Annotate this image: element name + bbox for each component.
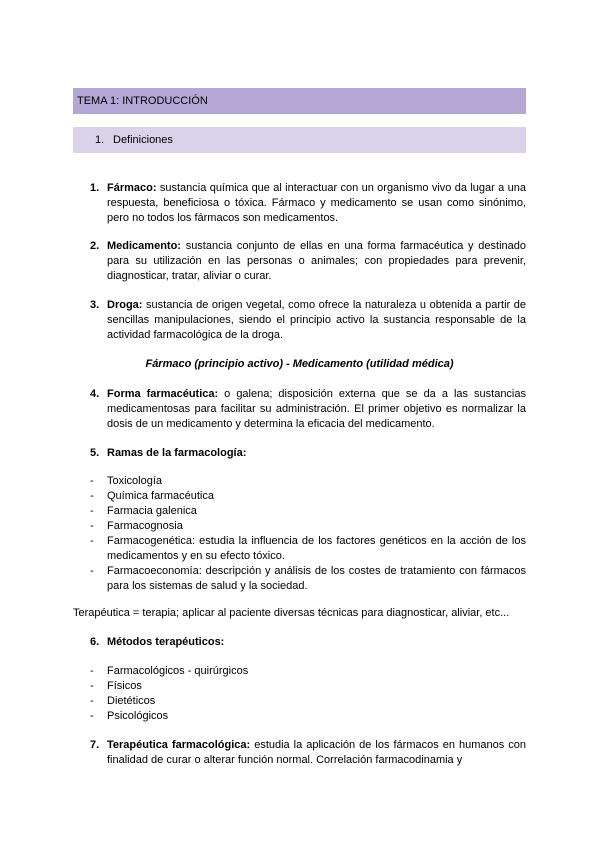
metodos-list [73, 664, 526, 724]
item-number: 6. [90, 636, 100, 648]
item-term: Terapéutica farmacológica: [107, 739, 251, 751]
item-term: Medicamento: [107, 240, 181, 252]
list-item: - Farmacológicos - quirúrgicos [90, 665, 249, 677]
item-number: 5. [90, 447, 100, 459]
chapter-title-band [73, 88, 526, 114]
definition-item-2 [73, 239, 526, 284]
list-item: - Físicos [90, 680, 142, 692]
definition-item-5 [73, 446, 526, 461]
item-text: sustancia conjunto de ellas en una forma farmacéutica y destinado para su utilización en las personas o animales; con propiedades para prevenir, diagnosticar, tratar, aliviar o curar. [107, 240, 526, 282]
center-emphasis-line: Fármaco (principio activo) - Medicamento (utilidad médica) [145, 358, 454, 370]
list-item: - Farmacoeconomía: descripción y análisis de los costes de tratamiento con fármacos para los sistemas de salud y la sociedad. [90, 565, 526, 592]
list-item: - Química farmacéutica [90, 490, 214, 502]
item-text: estudia la aplicación de los fármacos en humanos con finalidad de curar o alterar función normal. Correlación farmacodinamia y [107, 739, 526, 766]
terapeutica-line: Terapéutica = terapia; aplicar al paciente diversas técnicas para diagnosticar, aliviar, etc... [73, 607, 510, 619]
item-term: Forma farmacéutica: [107, 388, 219, 400]
list-item: - Psicológicos [90, 710, 169, 722]
item-term: Droga: [107, 299, 143, 311]
definition-item-6 [73, 635, 526, 650]
item-number: 4. [90, 388, 100, 400]
list-item: - Toxicología [90, 475, 163, 487]
list-item: - Farmacognosia [90, 520, 183, 532]
item-text: sustancia química que al interactuar con un organismo vivo da lugar a una respuesta, beneficiosa o tóxica. Fármaco y medicamento se usan como sinónimo, pero no todos los fármacos son medicamentos. [107, 182, 526, 224]
item-term: Ramas de la farmacología: [107, 447, 247, 459]
ramas-list [73, 474, 526, 594]
item-text: sustancia de origen vegetal, como ofrece la naturaleza u obtenida a partir de sencillas manipulaciones, siendo el principio activo la sustancia responsable de la actividad farmacológica de la droga. [107, 299, 526, 341]
item-number: 7. [90, 739, 100, 751]
definition-item-1 [73, 181, 526, 226]
section-title-band [73, 127, 526, 153]
list-item: - Farmacogenética: estudia la influencia de los factores genéticos en la acción de los medicamentos y en su efecto tóxico. [90, 535, 526, 562]
item-number: 1. [90, 182, 100, 194]
list-item: - Farmacia galenica [90, 505, 197, 517]
item-number: 3. [90, 299, 100, 311]
item-text: o galena; disposición externa que se da a las sustancias medicamentosas para facilitar su administración. El primer objetivo es normalizar la dosis de un medicamento y determina la eficacia del medicamento. [107, 388, 526, 430]
list-item: - Dietéticos [90, 695, 156, 707]
definition-item-4 [73, 387, 526, 432]
chapter-title: TEMA 1: INTRODUCCIÓN [77, 94, 208, 107]
section-title: Definiciones [113, 133, 173, 146]
item-term: Métodos terapéuticos: [107, 636, 225, 648]
section-number: 1. [95, 133, 105, 146]
item-number: 2. [90, 240, 100, 252]
item-term: Fármaco: [107, 182, 157, 194]
definition-item-3 [73, 298, 526, 343]
definition-item-7 [73, 738, 526, 768]
